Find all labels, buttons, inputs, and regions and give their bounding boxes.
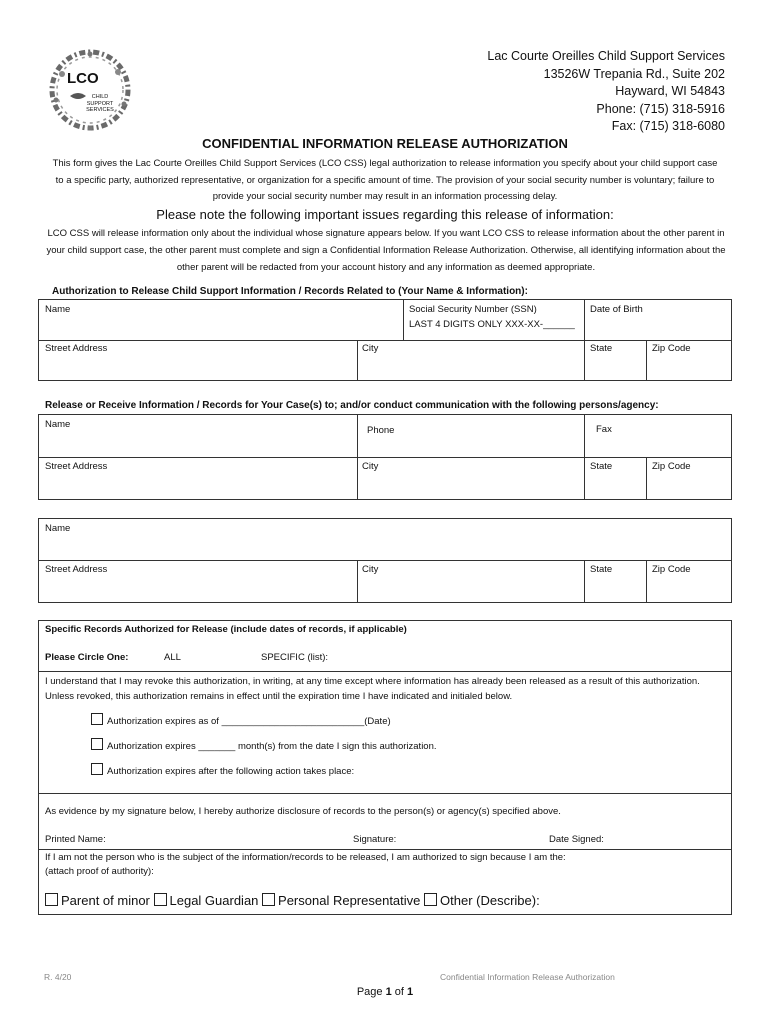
section3-table bbox=[38, 518, 732, 603]
s1-name-label: Name bbox=[45, 304, 71, 315]
s3-street-label: Street Address bbox=[45, 564, 108, 575]
option-all[interactable]: ALL bbox=[164, 652, 181, 663]
expiry-option-action[interactable] bbox=[91, 763, 354, 779]
logo-subtext: CHILD SUPPORT SERVICES bbox=[86, 94, 114, 113]
org-address bbox=[487, 48, 725, 136]
s1-ssn-label: Social Security Number (SSN) bbox=[409, 304, 537, 315]
authority-options bbox=[45, 893, 540, 908]
option-label: Parent of minor bbox=[61, 893, 150, 908]
option-label: Personal Representative bbox=[278, 893, 421, 908]
s2-zip-label: Zip Code bbox=[652, 461, 691, 472]
s3-name-label: Name bbox=[45, 523, 71, 534]
option-legal-guardian[interactable] bbox=[154, 893, 259, 908]
page-current: 1 bbox=[385, 986, 392, 998]
option-parent-of-minor[interactable] bbox=[45, 893, 150, 908]
intro-text: This form gives the Lac Courte Oreilles Child Support Services (LCO CSS) legal authorization to release information you specify about your child support case to a specific party, authorized representative, or organization for a specific amount of time. The provision of your social security number is voluntary; failure to provide your social security number may result in an information processing delay. bbox=[52, 158, 718, 202]
s1-zip-label: Zip Code bbox=[652, 343, 691, 354]
s1-dob-label: Date of Birth bbox=[590, 304, 643, 315]
revision-label: R. 4/20 bbox=[44, 972, 72, 982]
printed-name-label[interactable]: Printed Name: bbox=[45, 834, 106, 845]
option-label: Other (Describe): bbox=[440, 893, 540, 908]
s1-ssn-last4[interactable]: LAST 4 DIGITS ONLY XXX-XX-______ bbox=[409, 319, 575, 330]
note-heading: Please note the following important issues regarding this release of information: bbox=[156, 207, 614, 222]
circle-one-label: Please Circle One: bbox=[45, 652, 129, 663]
expiry-date-label: Authorization expires as of ___________________________(Date) bbox=[107, 716, 391, 727]
s2-name-label: Name bbox=[45, 419, 71, 430]
page-prefix: Page bbox=[356, 986, 386, 998]
not-person-text: If I am not the person who is the subject of the information/records to be released, I am authorized to sign because I am the: bbox=[45, 852, 566, 863]
expiry-option-date[interactable] bbox=[91, 713, 391, 729]
page-total: 1 bbox=[407, 986, 414, 998]
org-city: Hayward, WI 54843 bbox=[615, 84, 725, 98]
checkbox[interactable] bbox=[91, 763, 103, 775]
org-street: 13526W Trepania Rd., Suite 202 bbox=[543, 66, 725, 81]
page-of: of bbox=[391, 986, 408, 998]
s2-state-label: State bbox=[590, 461, 613, 472]
records-heading: Specific Records Authorized for Release (include dates of records, if applicable) bbox=[45, 624, 407, 635]
s2-fax-label: Fax bbox=[596, 424, 612, 435]
s3-city-label: City bbox=[362, 564, 379, 575]
org-phone: Phone: (715) 318-5916 bbox=[596, 101, 725, 116]
logo-text: LCO bbox=[67, 70, 99, 87]
s3-state-label: State bbox=[590, 564, 613, 575]
date-signed-label[interactable]: Date Signed: bbox=[549, 834, 604, 845]
checkbox[interactable] bbox=[91, 738, 103, 750]
option-label: Legal Guardian bbox=[169, 893, 259, 908]
org-name: Lac Courte Oreilles Child Support Services bbox=[487, 49, 725, 63]
checkbox[interactable] bbox=[91, 713, 103, 725]
form-title: CONFIDENTIAL INFORMATION RELEASE AUTHORIZATION bbox=[202, 136, 568, 151]
logo-wreath-icon bbox=[42, 44, 138, 136]
option-specific[interactable]: SPECIFIC (list): bbox=[261, 652, 329, 663]
footer-title: Confidential Information Release Authorization bbox=[440, 972, 615, 982]
section1-heading: Authorization to Release Child Support Information / Records Related to (Your Name & Information): bbox=[52, 286, 528, 297]
checkbox[interactable] bbox=[424, 893, 437, 906]
s1-city-label: City bbox=[362, 343, 379, 354]
org-fax: Fax: (715) 318-6080 bbox=[611, 119, 725, 133]
lco-logo bbox=[42, 44, 138, 136]
section1-table bbox=[38, 299, 732, 381]
checkbox[interactable] bbox=[45, 893, 58, 906]
section2-table bbox=[38, 414, 732, 500]
expiry-action-label: Authorization expires after the following action takes place: bbox=[107, 766, 355, 777]
page-number bbox=[0, 986, 770, 998]
checkbox[interactable] bbox=[154, 893, 167, 906]
s2-city-label: City bbox=[362, 461, 379, 472]
attach-proof-text: (attach proof of authority): bbox=[45, 866, 154, 877]
revoke-text: I understand that I may revoke this authorization, in writing, at any time except where information has already been released as a result of this authorization. Unless revoked, this authorization remains in effect until the expiration time I have indicated and initialed below. bbox=[45, 676, 700, 702]
records-section bbox=[38, 620, 732, 915]
s1-state-label: State bbox=[590, 343, 613, 354]
s3-zip-label: Zip Code bbox=[652, 564, 691, 575]
option-personal-representative[interactable] bbox=[262, 893, 420, 908]
s2-street-label: Street Address bbox=[45, 461, 108, 472]
s2-phone-label: Phone bbox=[367, 425, 395, 436]
section2-heading: Release or Receive Information / Records for Your Case(s) to; and/or conduct communication with the following persons/agency: bbox=[45, 400, 659, 411]
option-other[interactable] bbox=[424, 893, 540, 908]
signature-label[interactable]: Signature: bbox=[353, 834, 397, 845]
s1-street-label: Street Address bbox=[45, 343, 108, 354]
note-text: LCO CSS will release information only about the individual whose signature appears below. If you want LCO CSS to release information about the other parent in your child support case, the other parent must complete and sign a Confidential Information Release Authorization. Otherwise, all identifying information about the other parent will be redacted from your account history and any information as deemed appropriate. bbox=[46, 228, 726, 273]
expiry-option-months[interactable] bbox=[91, 738, 437, 754]
checkbox[interactable] bbox=[262, 893, 275, 906]
expiry-months-label: Authorization expires _______ month(s) from the date I sign this authorization. bbox=[107, 741, 437, 752]
evidence-text: As evidence by my signature below, I hereby authorize disclosure of records to the person(s) or agency(s) specified above. bbox=[45, 806, 561, 817]
